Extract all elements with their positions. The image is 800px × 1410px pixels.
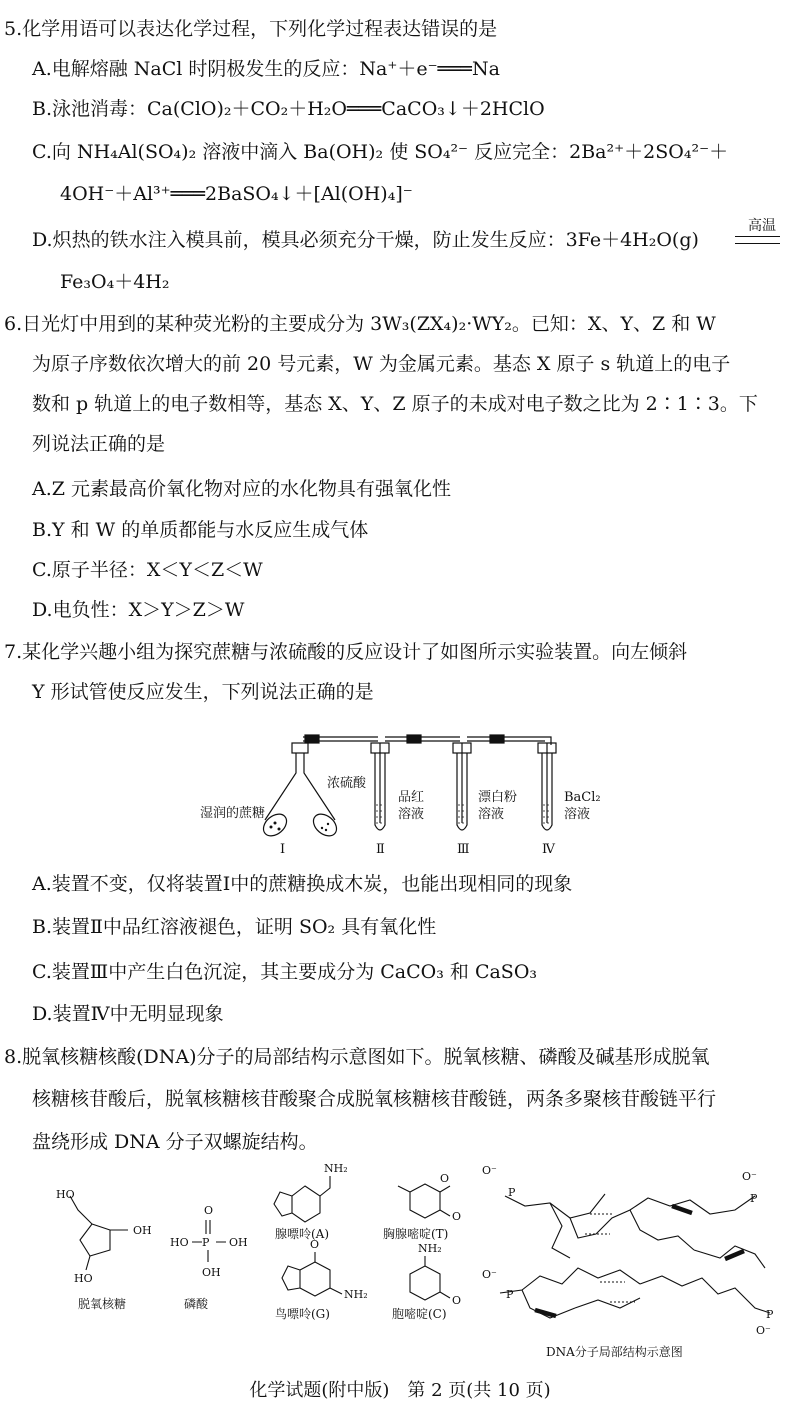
- dna-p-1: P: [508, 1186, 516, 1199]
- label-apparatus-1: Ⅰ: [280, 842, 286, 857]
- q5-stem: 5.化学用语可以表达化学过程，下列化学过程表达错误的是: [4, 18, 498, 40]
- phosphoric-p: P: [202, 1236, 210, 1249]
- cytosine-o: O: [452, 1294, 462, 1307]
- y-tube-stopper: [292, 743, 308, 753]
- caption-deoxyribose: 脱氧核糖: [78, 1297, 127, 1311]
- q5-condition-high-temp: 高温: [748, 218, 776, 234]
- q7-option-c: C.装置Ⅲ中产生白色沉淀，其主要成分为 CaCO₃ 和 CaSO₃: [32, 961, 538, 983]
- q7-stem-line2: Y 形试管使反应发生，下列说法正确的是: [32, 681, 374, 703]
- q5-option-a: A.电解熔融 NaCl 时阴极发生的反应：Na⁺＋e⁻═══Na: [32, 58, 500, 80]
- q7-stem-line1: 7.某化学兴趣小组为探究蔗糖与浓硫酸的反应设计了如图所示实验装置。向左倾斜: [4, 641, 688, 663]
- adenine-nh2: NH₂: [324, 1162, 348, 1175]
- q7-option-a: A.装置不变，仅将装置Ⅰ中的蔗糖换成木炭，也能出现相同的现象: [32, 873, 573, 895]
- label-bacl2-1: BaCl₂: [564, 790, 601, 805]
- phosphoric-oh-right: OH: [229, 1236, 248, 1249]
- thymine-structure: [398, 1184, 450, 1218]
- deoxyribose-ho: HO: [56, 1188, 75, 1201]
- adenine-structure: [274, 1176, 330, 1222]
- guanine-o: O: [310, 1238, 320, 1251]
- q6-stem-line3: 数和 p 轨道上的电子数相等，基态 X、Y、Z 原子的未成对电子数之比为 2∶1∶3。下: [32, 393, 758, 415]
- deoxyribose-oh-right: OH: [133, 1224, 152, 1237]
- caption-cytosine: 胞嘧啶(C): [392, 1307, 447, 1321]
- guanine-nh2: NH₂: [344, 1288, 368, 1301]
- q6-stem-line4: 列说法正确的是: [32, 433, 166, 455]
- q6-option-b: B.Y 和 W 的单质都能与水反应生成气体: [32, 519, 369, 541]
- dna-o-minus-4: O⁻: [756, 1324, 771, 1337]
- caption-thymine: 胸腺嘧啶(T): [383, 1227, 449, 1241]
- q6-stem-line2: 为原子序数依次增大的前 20 号元素，W 为金属元素。基态 X 原子 s 轨道上的电子: [32, 353, 731, 375]
- page-footer: 化学试题(附中版) 第 2 页(共 10 页): [249, 1380, 551, 1401]
- q8-dna-figure: [30, 1158, 790, 1368]
- label-apparatus-3: Ⅲ: [457, 842, 470, 857]
- q6-option-a: A.Z 元素最高价氧化物对应的水化物具有强氧化性: [32, 478, 452, 500]
- q5-equals-sign: [735, 236, 780, 244]
- label-bleach-1: 漂白粉: [478, 790, 518, 805]
- q5-option-c-line1: C.向 NH₄Al(SO₄)₂ 溶液中滴入 Ba(OH)₂ 使 SO₄²⁻ 反应完全：2Ba²⁺＋2SO₄²⁻＋: [32, 141, 729, 163]
- thymine-o-bottom: O: [452, 1210, 462, 1223]
- label-conc-sulfuric-acid: 浓硫酸: [327, 776, 367, 791]
- phosphoric-o: O: [204, 1204, 214, 1217]
- q6-option-c: C.原子半径：X＜Y＜Z＜W: [32, 559, 263, 581]
- q5-option-c-line2: 4OH⁻＋Al³⁺═══2BaSO₄↓＋[Al(OH)₄]⁻: [60, 183, 413, 205]
- label-pinred-1: 品红: [398, 790, 425, 805]
- caption-guanine: 鸟嘌呤(G): [275, 1307, 330, 1321]
- rubber-joint-3: [490, 735, 504, 743]
- dna-p-3: P: [506, 1288, 514, 1301]
- y-tube: [265, 753, 335, 820]
- caption-adenine: 腺嘌呤(A): [275, 1227, 330, 1241]
- label-apparatus-2: Ⅱ: [376, 842, 385, 857]
- cytosine-structure: [410, 1256, 450, 1300]
- q5-option-d-line2: Fe₃O₄＋4H₂: [60, 271, 170, 293]
- dna-p-4: P: [766, 1308, 774, 1321]
- rubber-joint-1: [305, 735, 319, 743]
- label-pinred-2: 溶液: [398, 807, 425, 822]
- phosphoric-oh-bottom: OH: [202, 1266, 221, 1279]
- guanine-structure: [282, 1252, 342, 1296]
- dna-o-minus-3: O⁻: [482, 1268, 497, 1281]
- q7-option-b: B.装置Ⅱ中品红溶液褪色，证明 SO₂ 具有氧化性: [32, 916, 437, 938]
- q7-apparatus-figure: [195, 725, 625, 865]
- phosphoric-ho: HO: [170, 1236, 189, 1249]
- q8-stem-line3: 盘绕形成 DNA 分子双螺旋结构。: [32, 1131, 318, 1153]
- q5-option-b: B.泳池消毒：Ca(ClO)₂＋CO₂＋H₂O═══CaCO₃↓＋2HClO: [32, 98, 545, 120]
- caption-dna-structure: DNA分子局部结构示意图: [546, 1345, 683, 1359]
- q8-stem-line2: 核糖核苷酸后，脱氧核糖核苷酸聚合成脱氧核糖核苷酸链，两条多聚核苷酸链平行: [32, 1088, 717, 1110]
- label-bacl2-2: 溶液: [564, 807, 591, 822]
- dna-p-2: P: [750, 1192, 758, 1205]
- dna-o-minus-2: O⁻: [742, 1170, 757, 1183]
- caption-phosphoric-acid: 磷酸: [184, 1297, 209, 1311]
- q5-option-d-line1: D.炽热的铁水注入模具前，模具必须充分干燥，防止发生反应：3Fe＋4H₂O(g): [32, 229, 699, 251]
- q6-option-d: D.电负性：X＞Y＞Z＞W: [32, 599, 245, 621]
- label-bleach-2: 溶液: [478, 807, 505, 822]
- deoxyribose-ho-bottom: HO: [74, 1272, 93, 1285]
- q6-stem-line1: 6.日光灯中用到的某种荧光粉的主要成分为 3W₃(ZX₄)₂·WY₂。已知：X、Y、Z 和 W: [4, 313, 716, 335]
- label-wet-sugar: 湿润的蔗糖: [200, 806, 266, 821]
- rubber-joint-2: [407, 735, 421, 743]
- q7-option-d: D.装置Ⅳ中无明显现象: [32, 1003, 224, 1025]
- dna-o-minus-1: O⁻: [482, 1164, 497, 1177]
- q8-stem-line1: 8.脱氧核糖核酸(DNA)分子的局部结构示意图如下。脱氧核糖、磷酸及碱基形成脱氧: [4, 1046, 710, 1068]
- deoxyribose-structure: [70, 1196, 128, 1270]
- label-apparatus-4: Ⅳ: [542, 842, 555, 857]
- cytosine-nh2: NH₂: [418, 1242, 442, 1255]
- thymine-o-top: O: [440, 1172, 450, 1185]
